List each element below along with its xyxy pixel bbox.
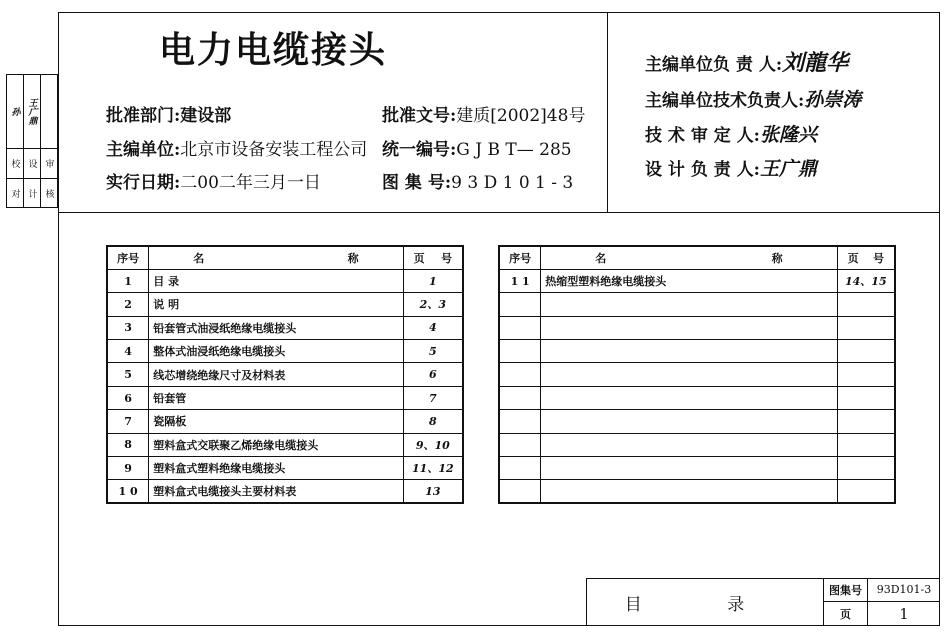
row-name — [541, 293, 837, 316]
effective-date-value: 二00二年三月一日 — [180, 173, 321, 193]
row-page: 5 — [403, 340, 463, 363]
row-seq: 1 — [107, 269, 149, 292]
row-name: 塑料盒式塑料绝缘电缆接头 — [149, 457, 403, 480]
table-row — [107, 293, 463, 316]
row-name: 线芯增绕绝缘尺寸及材料表 — [149, 363, 403, 386]
responsible-role: 主编单位技术负责人: — [645, 91, 805, 111]
row-seq: 9 — [107, 457, 149, 480]
document-title: 电力电缆接头 — [158, 29, 387, 71]
unified-no-value: G J B T— 285 — [456, 140, 572, 160]
row-name — [541, 386, 837, 409]
row-name — [541, 480, 837, 503]
row-page: 1 — [403, 269, 463, 292]
strip-label: 核 — [41, 179, 58, 208]
approval-dept — [106, 101, 231, 126]
responsible-row — [645, 154, 817, 181]
row-seq — [499, 316, 541, 339]
row-page — [837, 293, 895, 316]
row-name — [541, 316, 837, 339]
row-page: 2、3 — [403, 293, 463, 316]
atlas-no-label-cell: 图集号 — [824, 578, 868, 602]
table-row — [499, 316, 895, 339]
row-page — [837, 480, 895, 503]
header-name: 名 称 — [541, 246, 837, 269]
row-page — [837, 433, 895, 456]
strip-signature-3 — [41, 75, 58, 149]
header-seq: 序号 — [107, 246, 149, 269]
row-page — [837, 340, 895, 363]
table-row — [499, 480, 895, 503]
row-seq: 7 — [107, 410, 149, 433]
header-page: 页 号 — [403, 246, 463, 269]
unified-no-label: 统一编号: — [382, 140, 457, 160]
row-name — [541, 457, 837, 480]
table-row — [107, 480, 463, 503]
side-signature-strip — [6, 74, 58, 208]
strip-signature-2 — [24, 75, 41, 149]
row-name: 热缩型塑料绝缘电缆接头 — [541, 269, 837, 292]
row-name: 说 明 — [149, 293, 403, 316]
row-page: 13 — [403, 480, 463, 503]
row-seq: 8 — [107, 433, 149, 456]
row-page — [837, 386, 895, 409]
table-row — [107, 386, 463, 409]
strip-label: 设 — [24, 149, 41, 179]
strip-label: 对 — [7, 179, 24, 208]
row-page — [837, 316, 895, 339]
contents-table-right — [498, 245, 896, 504]
row-page: 8 — [403, 410, 463, 433]
table-row — [499, 269, 895, 292]
table-row — [107, 340, 463, 363]
table-row — [499, 293, 895, 316]
row-name: 铅套管式油浸纸绝缘电缆接头 — [149, 316, 403, 339]
row-name: 铅套管 — [149, 386, 403, 409]
row-name: 塑料盒式交联聚乙烯绝缘电缆接头 — [149, 433, 403, 456]
row-page: 4 — [403, 316, 463, 339]
table-header-row — [107, 246, 463, 269]
row-seq — [499, 340, 541, 363]
responsible-signature: 刘龍华 — [782, 50, 849, 76]
row-seq — [499, 293, 541, 316]
row-name: 塑料盒式电缆接头主要材料表 — [149, 480, 403, 503]
editor-unit-value: 北京市设备安装工程公司 — [180, 140, 368, 160]
page-label-cell: 页 — [824, 602, 868, 626]
row-seq: 5 — [107, 363, 149, 386]
drawing-name: 目 录 — [586, 578, 824, 626]
responsible-role: 技 术 审 定 人: — [645, 126, 760, 146]
responsible-row — [645, 120, 817, 147]
strip-signature-text: 孙 — [9, 107, 20, 116]
table-row — [107, 316, 463, 339]
row-seq: 1 1 — [499, 269, 541, 292]
table-row — [107, 269, 463, 292]
table-row — [107, 363, 463, 386]
row-name — [541, 433, 837, 456]
row-page — [837, 363, 895, 386]
strip-signature-text: 王广鼎 — [26, 98, 37, 125]
atlas-no-value-cell: 93D101-3 — [868, 578, 940, 602]
page-value-cell: 1 — [899, 605, 909, 623]
strip-label: 审 — [41, 149, 58, 179]
responsible-role: 设 计 负 责 人: — [645, 160, 760, 180]
row-name — [541, 363, 837, 386]
row-seq — [499, 457, 541, 480]
table-header-row — [499, 246, 895, 269]
approval-doc-value: 建质[2002]48号 — [456, 106, 586, 126]
row-name: 瓷隔板 — [149, 410, 403, 433]
row-seq: 1 0 — [107, 480, 149, 503]
table-row — [499, 363, 895, 386]
responsible-row — [645, 85, 861, 112]
row-page: 6 — [403, 363, 463, 386]
row-seq: 6 — [107, 386, 149, 409]
strip-label: 校 — [7, 149, 24, 179]
responsible-role: 主编单位负 责 人: — [645, 55, 783, 75]
effective-date — [106, 168, 321, 193]
table-row — [499, 410, 895, 433]
header-right-panel — [608, 12, 940, 213]
editor-unit-label: 主编单位: — [106, 140, 181, 160]
effective-date-label: 实行日期: — [106, 173, 181, 193]
table-row — [499, 433, 895, 456]
row-page: 14、15 — [837, 269, 895, 292]
row-seq — [499, 480, 541, 503]
approval-doc-label: 批准文号: — [382, 106, 457, 126]
responsible-signature: 张隆兴 — [759, 124, 817, 146]
row-seq — [499, 433, 541, 456]
table-row — [107, 457, 463, 480]
header-name: 名 称 — [149, 246, 403, 269]
strip-signature-1 — [7, 75, 24, 149]
row-seq — [499, 410, 541, 433]
responsible-signature: 孙崇涛 — [804, 89, 862, 111]
responsible-signature: 王广鼎 — [759, 158, 817, 180]
row-page: 9、10 — [403, 433, 463, 456]
atlas-no — [382, 168, 573, 193]
atlas-no-label: 图 集 号: — [382, 173, 452, 193]
responsible-row — [645, 46, 848, 77]
row-page — [837, 410, 895, 433]
table-row — [107, 433, 463, 456]
row-name — [541, 340, 837, 363]
row-seq: 2 — [107, 293, 149, 316]
row-page — [837, 457, 895, 480]
row-seq — [499, 363, 541, 386]
row-seq: 3 — [107, 316, 149, 339]
row-page: 11、12 — [403, 457, 463, 480]
row-name — [541, 410, 837, 433]
approval-doc — [382, 101, 585, 126]
row-page: 7 — [403, 386, 463, 409]
approval-dept-label: 批准部门: — [106, 106, 181, 126]
table-row — [107, 410, 463, 433]
editor-unit — [106, 135, 367, 160]
row-name: 目 录 — [149, 269, 403, 292]
strip-label: 计 — [24, 179, 41, 208]
row-seq — [499, 386, 541, 409]
atlas-no-value: 9 3 D 1 0 1 - 3 — [451, 173, 574, 193]
contents-table-left — [106, 245, 464, 504]
row-seq: 4 — [107, 340, 149, 363]
table-row — [499, 340, 895, 363]
header-page: 页 号 — [837, 246, 895, 269]
table-row — [499, 457, 895, 480]
table-row — [499, 386, 895, 409]
approval-dept-value: 建设部 — [180, 106, 232, 126]
row-name: 整体式油浸纸绝缘电缆接头 — [149, 340, 403, 363]
header-seq: 序号 — [499, 246, 541, 269]
unified-no — [382, 135, 572, 160]
